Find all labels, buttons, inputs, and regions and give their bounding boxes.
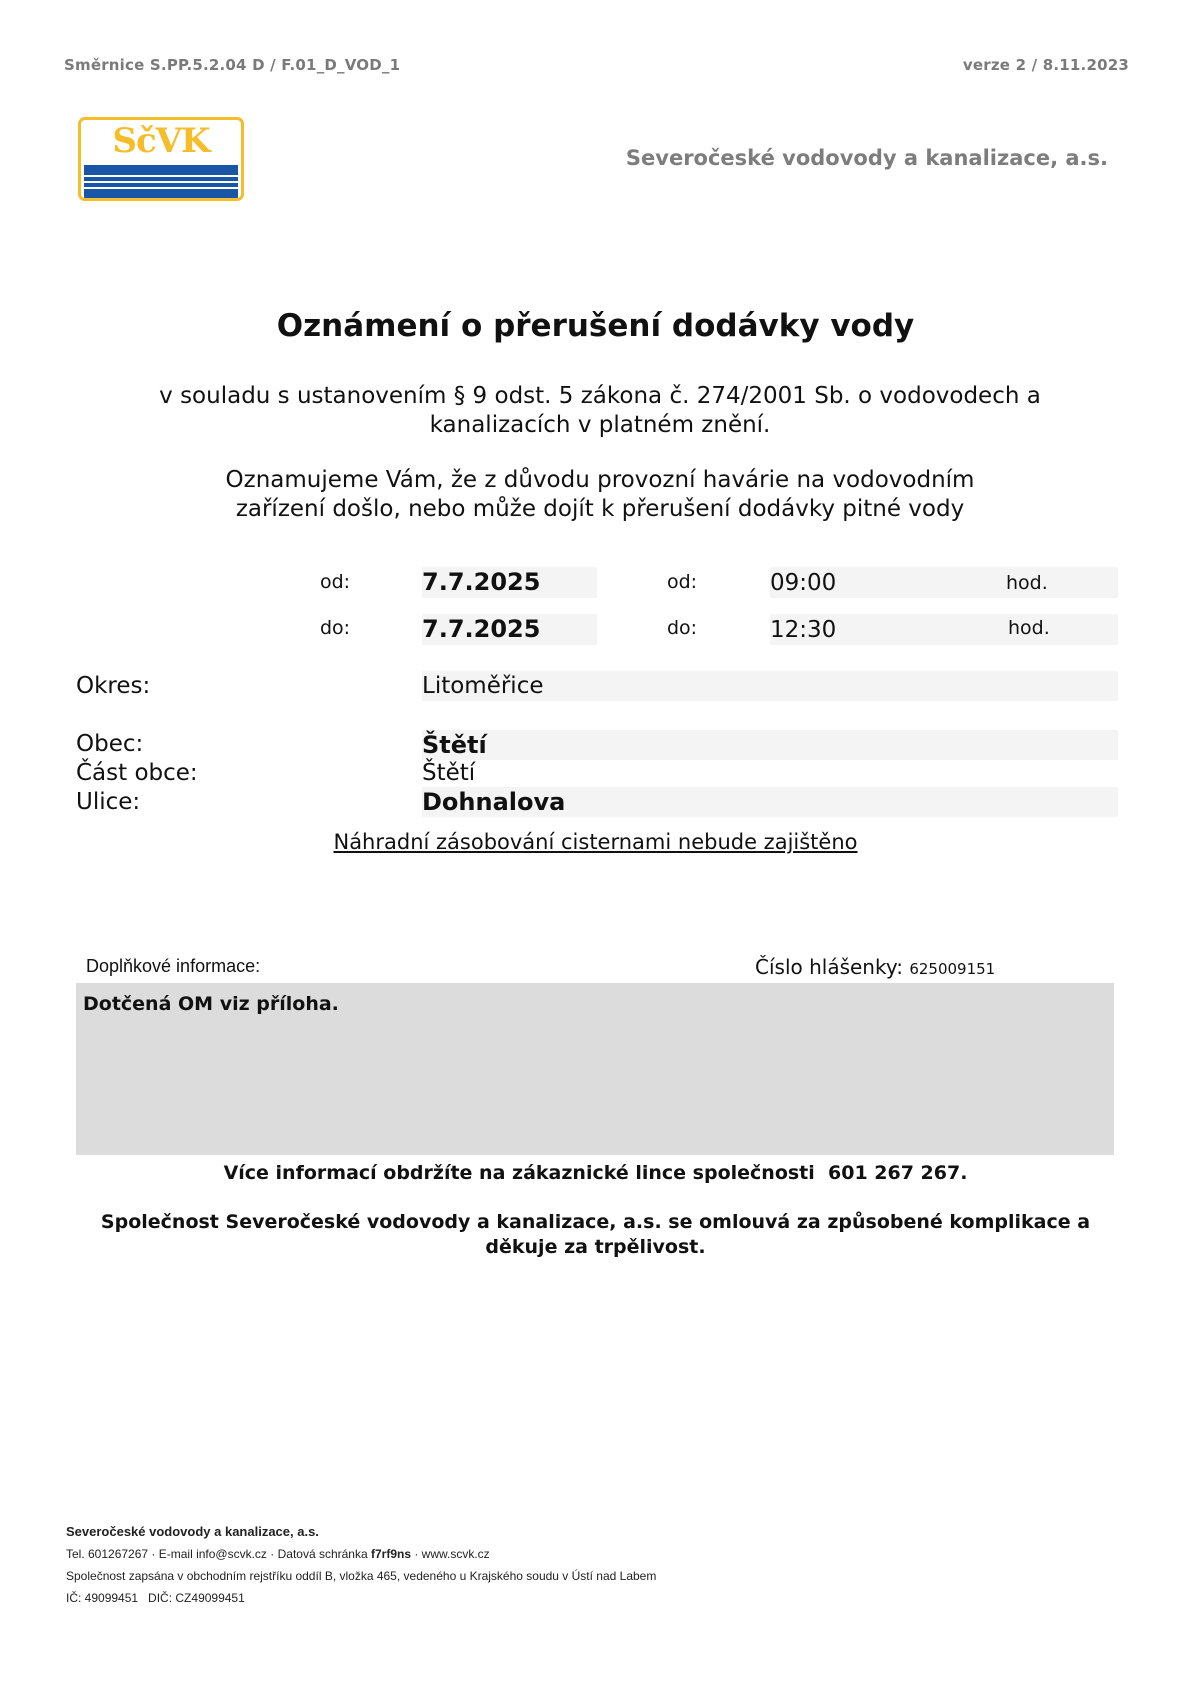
municipality-label: Obec:	[76, 731, 144, 757]
municipality-part-field: Štětí	[422, 760, 476, 786]
from-time-field	[770, 567, 1118, 598]
street-label: Ulice:	[76, 789, 141, 815]
additional-info-box	[76, 983, 1114, 1155]
company-name: Severočeské vodovody a kanalizace, a.s.	[625, 146, 1108, 170]
to-time-value: 12:30	[770, 617, 837, 643]
footer-contacts	[66, 1543, 656, 1565]
apology-text: Společnost Severočeské vodovody a kanalizace, a.s. se omlouvá za způsobené komplikace a děkuje za trpělivost.	[100, 1211, 1091, 1258]
scvk-logo	[78, 117, 244, 201]
directive-code: Směrnice S.PP.5.2.04 D / F.01_D_VOD_1	[64, 56, 401, 74]
legal-basis-text: v souladu s ustanovením § 9 odst. 5 zákona č. 274/2001 Sb. o vodovodech a kanalizacích v platném znění.	[159, 383, 1041, 438]
to-hour-unit: hod.	[1008, 617, 1050, 639]
footer	[66, 1521, 656, 1609]
version-date: verze 2 / 8.11.2023	[962, 56, 1129, 74]
report-number-label: Číslo hlášenky:	[755, 955, 903, 979]
to-time-field	[770, 614, 1118, 645]
additional-info-text: Dotčená OM viz příloha.	[83, 993, 339, 1015]
footer-contacts-prefix: Tel. 601267267 · E-mail info@scvk.cz · Datová schránka	[66, 1547, 371, 1561]
page-title: Oznámení o přerušení dodávky vody	[276, 308, 915, 344]
footer-ids: IČ: 49099451 DIČ: CZ49099451	[66, 1591, 245, 1605]
from-time-label: od:	[667, 571, 698, 593]
from-time-value: 09:00	[770, 570, 837, 596]
customer-line-text: Více informací obdržíte na zákaznické lince společnosti 601 267 267.	[223, 1162, 968, 1184]
from-hour-unit: hod.	[1006, 572, 1048, 594]
logo-water-stripes-icon	[84, 165, 238, 195]
municipality-part-label: Část obce:	[76, 760, 198, 786]
footer-company: Severočeské vodovody a kanalizace, a.s.	[66, 1524, 319, 1539]
logo-text: SčVK	[112, 121, 210, 161]
to-time-label: do:	[667, 617, 698, 639]
street-field: Dohnalova	[422, 787, 1118, 817]
to-date-field: 7.7.2025	[422, 614, 597, 645]
district-label: Okres:	[76, 673, 151, 699]
municipality-field: Štětí	[422, 730, 1118, 760]
footer-data-box: f7rf9ns	[370, 1547, 411, 1561]
report-number-value: 625009151	[909, 960, 996, 978]
to-date-label: do:	[320, 617, 351, 639]
footer-contacts-suffix: · www.scvk.cz	[411, 1547, 490, 1561]
from-date-label: od:	[320, 571, 351, 593]
additional-info-label: Doplňkové informace:	[86, 956, 261, 976]
announcement-text: Oznamujeme Vám, že z důvodu provozní havárie na vodovodním zařízení došlo, nebo může dojít k přerušení dodávky pitné vody	[225, 467, 975, 522]
replacement-supply-notice: Náhradní zásobování cisternami nebude zajištěno	[333, 830, 858, 854]
district-field: Litoměřice	[422, 671, 1118, 701]
report-number	[755, 955, 995, 979]
footer-registry: Společnost zapsána v obchodním rejstříku oddíl B, vložka 465, vedeného u Krajského soudu v Ústí nad Labem	[66, 1569, 657, 1583]
from-date-field: 7.7.2025	[422, 567, 597, 598]
